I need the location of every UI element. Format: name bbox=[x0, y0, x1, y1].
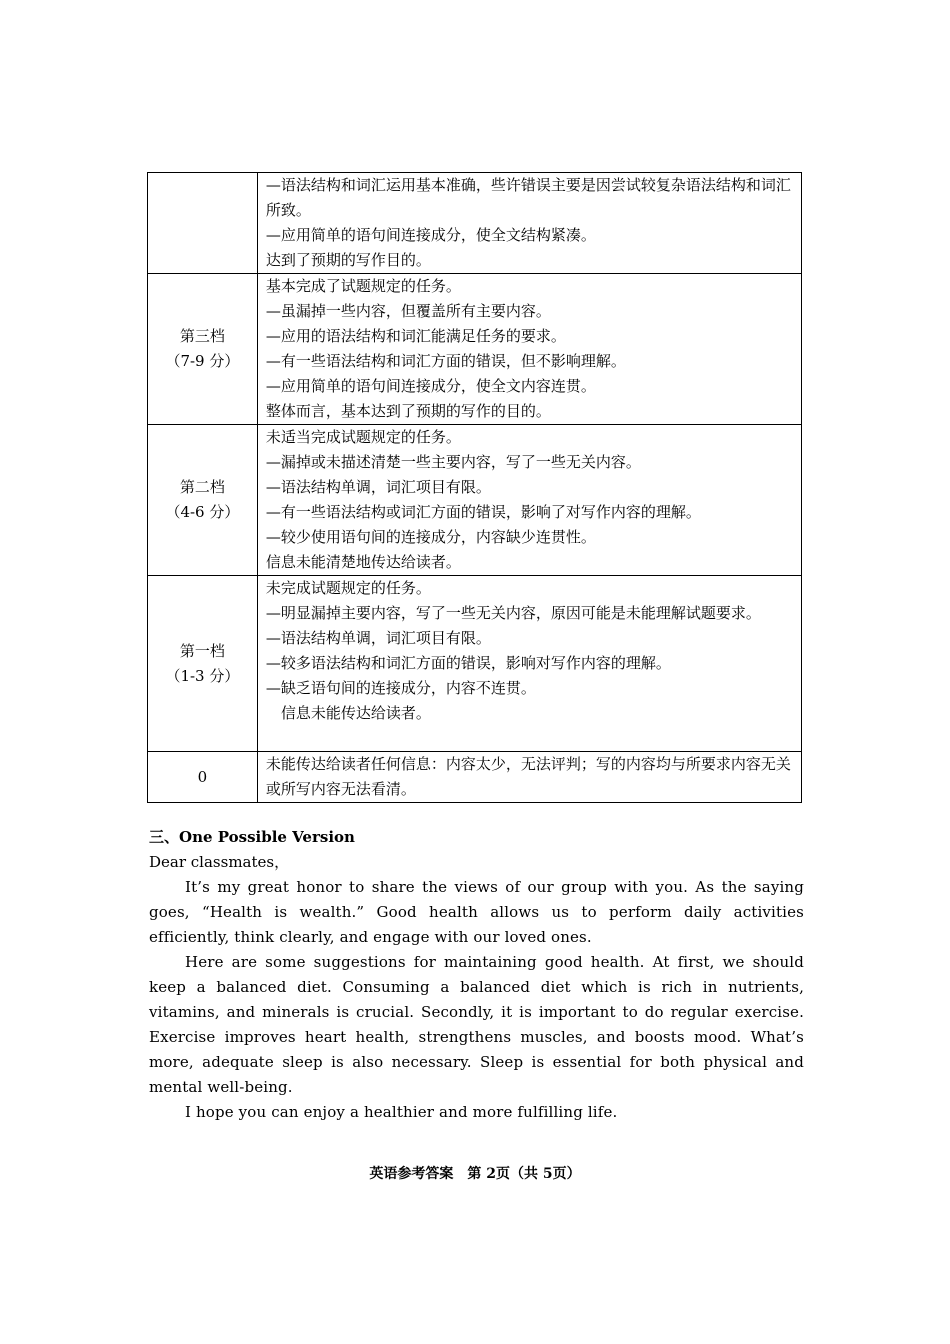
criteria-line: —漏掉或未描述清楚一些主要内容，写了一些无关内容。 bbox=[265, 453, 641, 471]
section-title: One Possible Version bbox=[179, 828, 355, 846]
criteria-line: 信息未能传达给读者。 bbox=[265, 704, 431, 722]
letter-greeting: Dear classmates， bbox=[149, 853, 290, 871]
criteria-line: —有一些语法结构和词汇方面的错误，但不影响理解。 bbox=[265, 352, 626, 370]
sample-essay-section bbox=[149, 825, 804, 1125]
criteria-line: 基本完成了试题规定的任务。 bbox=[265, 277, 461, 295]
grade-score-range: （4-6 分） bbox=[165, 503, 240, 521]
criteria-line: —缺乏语句间的连接成分，内容不连贯。 bbox=[265, 679, 536, 697]
criteria-line: —语法结构和词汇运用基本准确，些许错误主要是因尝试较复杂语法结构和词汇所致。 bbox=[265, 176, 791, 219]
criteria-line: —语法结构单调，词汇项目有限。 bbox=[265, 478, 491, 496]
scoring-rubric-table bbox=[147, 172, 802, 803]
criteria-line: 整体而言，基本达到了预期的写作的目的。 bbox=[265, 402, 551, 420]
criteria-line: —应用的语法结构和词汇能满足任务的要求。 bbox=[265, 327, 566, 345]
criteria-line: 达到了预期的写作目的。 bbox=[265, 251, 431, 269]
criteria-line: 信息未能清楚地传达给读者。 bbox=[265, 553, 461, 571]
criteria-line: 未适当完成试题规定的任务。 bbox=[265, 428, 461, 446]
essay-paragraph: It’s my great honor to share the views of our group with you. As the saying goes, “Health is wealth.” Good health allows us to perform daily activities efficiently, think clearly, and engage with our loved ones. bbox=[149, 878, 804, 946]
criteria-cell bbox=[257, 173, 801, 274]
criteria-line: —虽漏掉一些内容，但覆盖所有主要内容。 bbox=[265, 302, 551, 320]
section-heading bbox=[149, 825, 804, 850]
grade-label: 第一档 bbox=[179, 641, 225, 660]
grade-label: 第三档 bbox=[179, 327, 225, 345]
criteria-line: —语法结构单调，词汇项目有限。 bbox=[265, 629, 491, 647]
grade-score-range: （1-3 分） bbox=[165, 666, 240, 685]
rubric-row-grade-0 bbox=[148, 752, 802, 803]
section-number: 三、 bbox=[149, 828, 180, 846]
grade-cell bbox=[148, 752, 258, 803]
grade-label: 0 bbox=[197, 767, 208, 786]
criteria-line: —应用简单的语句间连接成分，使全文结构紧凑。 bbox=[265, 226, 596, 244]
page-footer: 英语参考答案 第 2页（共 5页） bbox=[369, 1166, 581, 1182]
grade-cell bbox=[148, 576, 258, 752]
criteria-line: —应用简单的语句间连接成分，使全文内容连贯。 bbox=[265, 377, 596, 395]
criteria-cell bbox=[257, 752, 801, 803]
rubric-row-grade-2 bbox=[148, 425, 802, 576]
essay-paragraph: I hope you can enjoy a healthier and more fulfilling life. bbox=[185, 1103, 618, 1121]
criteria-cell bbox=[257, 576, 801, 752]
criteria-cell bbox=[257, 425, 801, 576]
grade-cell bbox=[148, 173, 258, 274]
criteria-line: —较少使用语句间的连接成分，内容缺少连贯性。 bbox=[265, 528, 596, 546]
grade-cell bbox=[148, 425, 258, 576]
criteria-line: —较多语法结构和词汇方面的错误，影响对写作内容的理解。 bbox=[265, 654, 671, 672]
criteria-line: —有一些语法结构或词汇方面的错误，影响了对写作内容的理解。 bbox=[265, 503, 701, 521]
rubric-row-grade-1 bbox=[148, 576, 802, 752]
criteria-cell bbox=[257, 274, 801, 425]
essay-paragraph: Here are some suggestions for maintaining good health. At first, we should keep a balanced diet. Consuming a balanced diet which is rich in nutrients, vitamins, and minerals is crucial. Secondly, it is important to do regular exercise. Exercise improves heart health, strengthens muscles, and boosts mood. What’s more, adequate sleep is also necessary. Sleep is essential for both physical and mental well-being. bbox=[149, 953, 804, 1096]
rubric-row-grade-3 bbox=[148, 274, 802, 425]
criteria-line: 未能传达给读者任何信息：内容太少，无法评判；写的内容均与所要求内容无关或所写内容无法看清。 bbox=[265, 755, 791, 798]
grade-cell bbox=[148, 274, 258, 425]
rubric-row-continued bbox=[148, 173, 802, 274]
criteria-line: —明显漏掉主要内容，写了一些无关内容，原因可能是未能理解试题要求。 bbox=[265, 604, 761, 622]
criteria-line: 未完成试题规定的任务。 bbox=[265, 579, 431, 597]
grade-label: 第二档 bbox=[179, 478, 225, 496]
grade-score-range: （7-9 分） bbox=[165, 352, 240, 370]
